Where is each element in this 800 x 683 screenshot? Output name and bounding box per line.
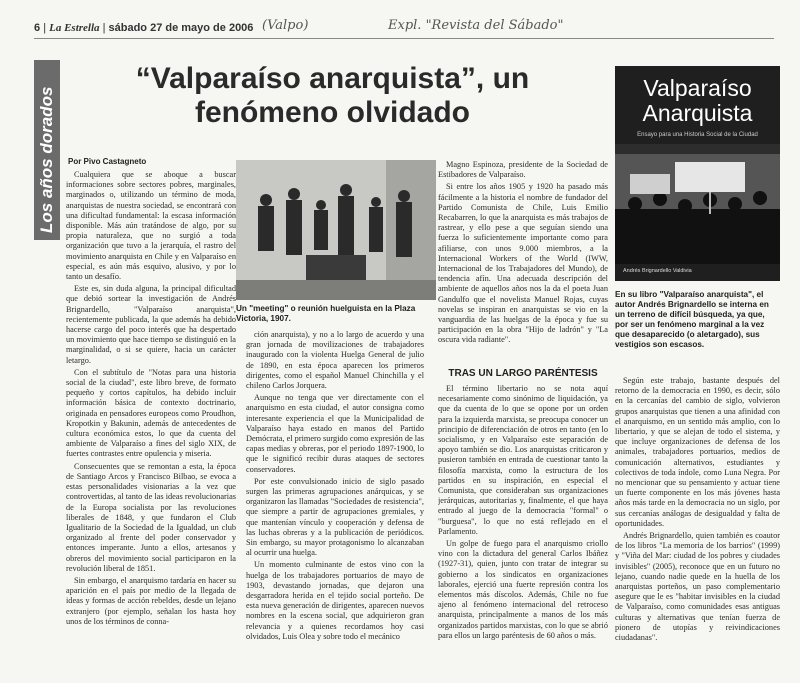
book-cover-protest-illustration <box>615 144 780 264</box>
article-column-2 <box>246 330 424 670</box>
article-column-3 <box>438 160 608 360</box>
byline: Por Pivo Castagneto <box>68 157 147 166</box>
book-caption: En su libro "Valparaíso anarquista", el autor Andrés Brignardello se interna en un terreno de difícil búsqueda, ya que, por ser un fenómeno marginal a la vez que desaparecido (o aletargado), sus vestigios son escasos. <box>615 290 769 349</box>
paragraph: Un golpe de fuego para el anarquismo criollo vino con la dictadura del general Carlos Ibáñez (1927-31), quien, junto con tratar de integrar su gobierno a los sindicatos en organizaciones laborales, ejerció una fuerte represión contra los elementos más díscolos. Además, Chile no fue ajeno al fenómeno internacional del retroceso anarquista, principalmente a manos de los más organizados partidos marxistas, con lo que se abrió para ellos un largo paréntesis de 60 años o más. <box>438 539 608 640</box>
paragraph: Con el subtítulo de "Notas para una historia social de la ciudad", este libro breve, de formato pequeño y cortos capítulos, ha debido incluir información básica de contexto doctrinario, originada en pensadores europeos como Proudhon, Kropotkin y Bakunin, además de antecedentes de cultura económica estos, lo que da cuenta del ambiente de Valparaíso a fines del siglo XIX, de fuertes contrastes entre opulencia y miseria. <box>66 367 236 459</box>
article-column-1 <box>66 170 236 670</box>
headline: “Valparaíso anarquista”, un fenómeno olvidado <box>135 62 530 129</box>
header-rule <box>34 38 774 39</box>
article-column-3b <box>438 384 608 674</box>
article-column-4 <box>615 376 780 676</box>
publication-name: La Estrella <box>49 22 100 34</box>
section-label: Los años dorados <box>37 86 56 233</box>
book-title <box>615 76 780 126</box>
book-title-line-2: Anarquista <box>642 100 753 126</box>
photo-crowd-illustration <box>236 160 436 300</box>
handwritten-note-left: (Valpo) <box>262 18 309 33</box>
photo-caption: Un "meeting" o reunión huelguista en la Plaza Victoria, 1907. <box>236 304 416 323</box>
paragraph: Consecuentes que se remontan a esta, la época de Santiago Arcos y Francisco Bilbao, se evoca a estas personalidades visionarias a la vez que controvertidas, al tanto de las ideas revolucionarias de la Europa socialista por las revoluciones liberales de 1848, y que fundaron el Club Igualitario de la Sociedad de la Igualdad, un club organizado al frente del poder conservador y entonces imperante. Junto a ellos, artesanos y obreros del movimiento social participaron en la revolución liberal de 1851. <box>66 461 236 573</box>
strike-meeting-photo <box>236 160 436 300</box>
book-title-line-1: Valparaíso <box>643 75 752 101</box>
paragraph: Cualquiera que se aboque a buscar informaciones sobre sectores pobres, marginales, marginados o, utilizando un término de moda, anarquistas de nuestra sociedad, se encontrará con una dificultad fundamental: la escasa información disponible. Más aún tratándose de algo, por su propia naturaleza, que no surgió a toda organización que tuvo a la jerarquía, el rastro del movimiento anarquista en Chile y en Valparaíso en especial, es aún más esquivo, alusivo, y por lo tanto un desafío. <box>66 170 236 282</box>
paragraph: Según este trabajo, bastante después del retorno de la democracia en 1990, es decir, sólo en la cercanías del cambio de siglo, volvieron grupos anarquistas que tienen a una afinidad con el anarquismo, en un sentido más amplio, con lo libertario, y que se alejan de todo el sistema, y que incluye organizaciones de defensa de los animales, trabajadores portuarios, medios de comunicación alternativos, estudiantes y colectivos de toda índole, como Luna Negra. Por no mencionar que su pensamiento y actuar tiene un fuerte componente en los más jóvenes hasta años más tarde en la democracia no un siglo, por sus cercanías análogas de desigualdad y falta de oportunidades. <box>615 376 780 528</box>
paragraph: Andrés Brignardello, quien también es coautor de los libros "La memoria de los barrios" (1999) y "Viña del Mar: ciudad de los pobres y ciudades invisibles" (2005), reconoce que en un futuro no lejano, cuando nadie quede en la huella de los anarquistas porteños, un paso complementario asegure que le es "habitar invisibles en la ciudad de Valparaíso, como comunidades esas antiguas culturas y alternativas que tenían fuerza de pionero de utopías y reivindicaciones ciudadanas". <box>615 531 780 643</box>
issue-date: sábado 27 de mayo de 2006 <box>108 22 254 34</box>
paragraph: ción anarquista), y no a lo largo de acuerdo y una gran jornada de movilizaciones de trabajadores inaugurado con la violenta Huelga General de julio de 1890, en esta época aparecen los primeros dirigentes, como el español Manuel Chinchilla y el chileno Carlos Jorquera. <box>246 330 424 391</box>
book-author: Andrés Brignardello Valdivia <box>623 268 692 274</box>
paragraph: Magno Espinoza, presidente de la Sociedad de Estibadores de Valparaíso. <box>438 160 608 180</box>
book-subtitle: Ensayo para una Historia Social de la Ciudad <box>637 132 758 138</box>
subheading: TRAS UN LARGO PARÉNTESIS <box>448 368 598 379</box>
paragraph: Este es, sin duda alguna, la principal dificultad que debió sortear la investigación de Andrés Brignardello, "Valparaíso anarquista", recientemente publicada, la que además ha debido hacerse cargo del poco interés que ha despertado un movimiento que hace tiempo se distinguió en la marginalidad, o si se quiere, hacia un carácter letargo. <box>66 284 236 365</box>
paragraph: Si entre los años 1905 y 1920 ha pasado más fácilmente a la historia el nombre de fundador del Partido Comunista de Chile, Luis Emilio Recabarren, lo que la anarquista es más trabajos de rastrear, y ello pese a que seguían siendo una fuerza lo suficientemente importante como para afiliarse, con unos 9.000 miembros, a la Internacional Workers of the World (IWW, Internacional de los Trabajadores del Mundo), de tendencia afín. Una adecuada descripción del ambiente de aquellos años nos la da el poeta Juan Gandulfo que el novelista Manuel Rojas, cuyas novelas se inspiran en anarquistas se vio en la vanguardia de las huelgas de la época y fue su participación en la obra "Hijo de ladrón" y "La oscura vida radiante". <box>438 182 608 345</box>
book-cover <box>615 66 780 281</box>
section-sidebar <box>34 60 60 240</box>
page-number: 6 <box>34 22 41 34</box>
paragraph: Sin embargo, el anarquismo tardaría en hacer su aparición en el país por medio de la llegada de ideas y formas de acción rebeldes, desde un lejano extranjero (por ejemplo, señalan los hasta hoy unos de los términos de conna- <box>66 575 236 626</box>
paragraph: Aunque no tenga que ver directamente con el anarquismo en esta ciudad, el autor consigna como interesante experiencia el que la Municipalidad de Valparaíso haya estado en manos del Partido Demócrata, el primero surgido como expresión de las capas medias y obreras, por el periodo 1897-1900, lo que le significó recibir duras ataques de sectores conservadores. <box>246 393 424 474</box>
page-header: 6 | La Estrella | sábado 27 de mayo de 2006 <box>34 22 254 34</box>
paragraph: Un momento culminante de estos vino con la huelga de los trabajadores portuarios de mayo de 1903, devastando jornadas, que dejaron una desgarradora herida en el tejido social porteño. De esta nueva generación de dirigentes, aparecen nuevos nombres en la escena social, que adquirieron gran relevancia y a quienes recordamos hoy casi olvidados, Luis Olea y sobre todo el mecánico <box>246 560 424 641</box>
paragraph: El término libertario no se nota aquí necesariamente como sinónimo de liquidación, ya que da cuenta de lo que se opone por un orden para la izquierda marxista, se preocupa conocer un principio de diferenciación de otros en tanto (en lo socialismo, y en Valparaíso este separación de apoyo también se dio. Los anarquistas criticaron y pusieron también en entrada de cuestionar tanto la filosofía marxista, como la estructura de los partidos en su inspiración, en especial el Comunista, que consideraban sus organizaciones jerárquicas, autoritarias y, finalmente, el que haya entrado al juego de la democracia "formal" o "burguesa", lo que no está reflejado en el Parlamento. <box>438 384 608 536</box>
handwritten-note-right: Expl. "Revista del Sábado" <box>388 18 564 33</box>
paragraph: Por este convulsionado inicio de siglo pasado surgen las primeras agrupaciones anárquicas, y se organizaron las llamadas "Sociedades de resistencia", que siempre a partir de agrupaciones gremiales, y que mantenían vínculo y cooperación y defensa de las luchas obreras y a la publicación de periódicos. Sin embargo, su mayor protagonismo lo alcanzaban al ocurrir una huelga. <box>246 476 424 558</box>
